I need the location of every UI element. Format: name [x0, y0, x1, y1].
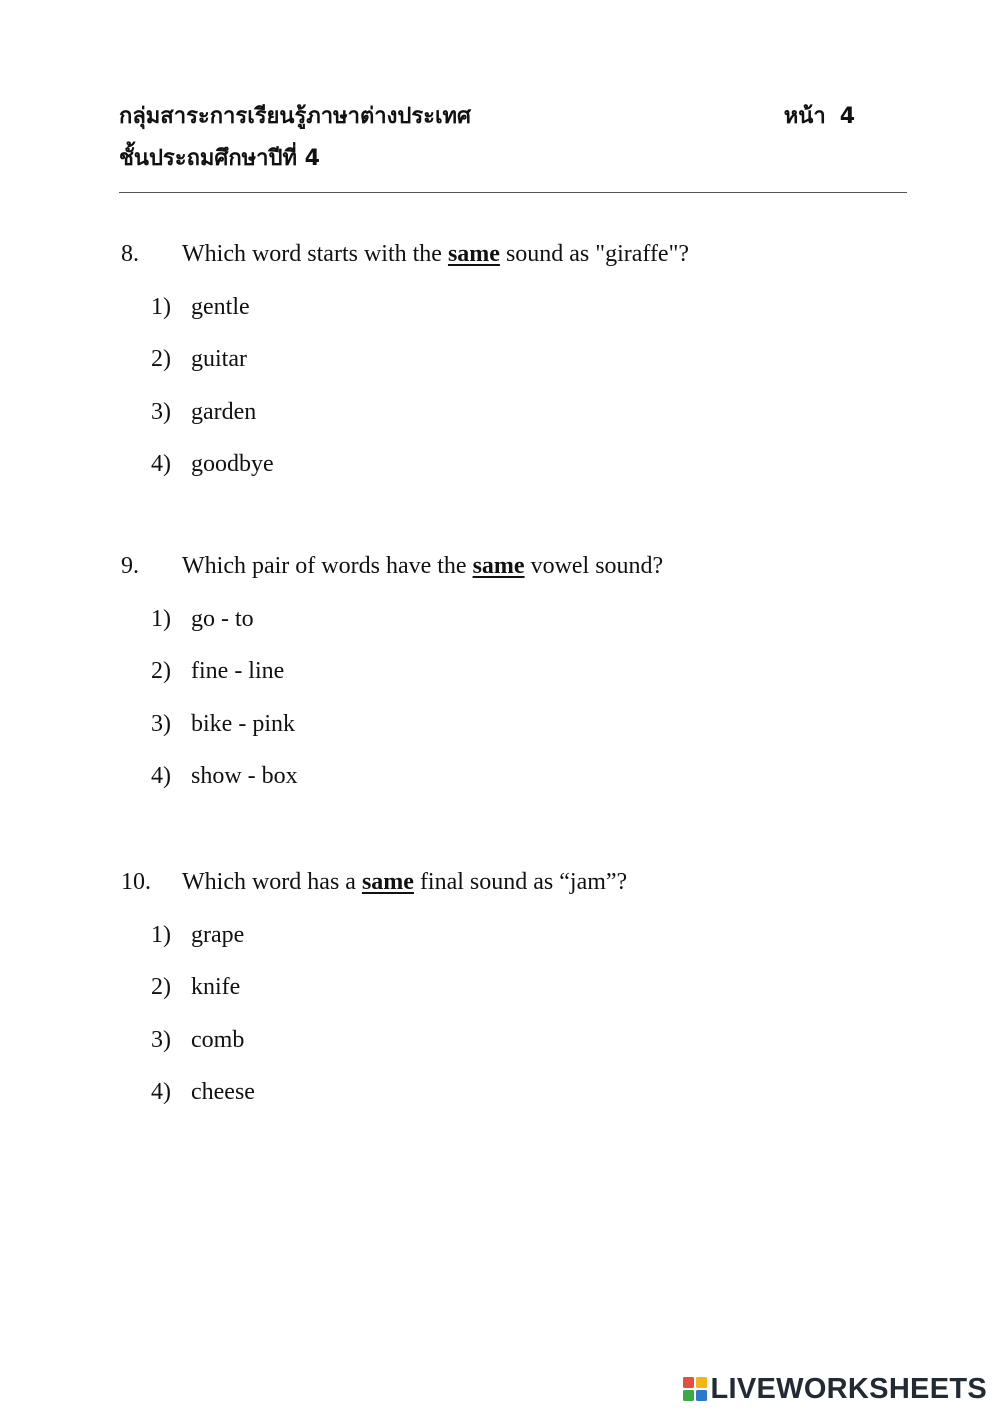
option-number: 4): [151, 451, 171, 477]
option-number: 2): [151, 974, 171, 1000]
page-number: 4: [839, 104, 855, 129]
question-emphasis: same: [361, 869, 414, 895]
question-text-before: Which pair of words have the: [182, 553, 467, 579]
option-text: guitar: [191, 346, 247, 372]
option-number: 3): [151, 398, 171, 425]
question-emphasis: same: [447, 241, 500, 267]
page-header: [119, 96, 907, 180]
option-text: knife: [191, 974, 241, 1000]
option-text: garden: [191, 398, 257, 425]
brand-name: LIVEWORKSHEETS: [710, 1372, 987, 1405]
question-text: [182, 550, 663, 582]
header-line-subject: [119, 96, 907, 138]
option-number: 1): [151, 921, 171, 948]
question-text-before: Which word has a: [182, 869, 356, 895]
option-text: bike - pink: [191, 710, 295, 737]
liveworksheets-brand[interactable]: [683, 1372, 988, 1406]
question-number: 8.: [121, 241, 139, 267]
option-text: gentle: [191, 293, 250, 320]
option-text: cheese: [191, 1079, 255, 1105]
option-text: goodbye: [191, 451, 274, 477]
header-line-grade: [119, 138, 907, 180]
grade-title: ชั้นประถมศึกษาปีที่ 4: [119, 146, 320, 171]
option-text: show - box: [191, 763, 298, 789]
subject-title: กลุ่มสาระการเรียนรู้ภาษาต่างประเทศ: [119, 104, 471, 129]
question-text: [182, 866, 627, 898]
question-text-after: vowel sound?: [530, 553, 664, 579]
question-text: [182, 238, 689, 270]
option-number: 4): [151, 1079, 171, 1105]
question-number: 10.: [121, 869, 151, 895]
option-text: comb: [191, 1026, 245, 1053]
option-number: 3): [151, 1026, 171, 1053]
question-emphasis: same: [472, 553, 525, 579]
option-number: 2): [151, 346, 171, 372]
option-text: grape: [191, 921, 245, 948]
question-text-after: final sound as “jam”?: [419, 869, 628, 895]
option-number: 3): [151, 710, 171, 737]
question-number: 9.: [121, 553, 139, 579]
option-number: 4): [151, 763, 171, 789]
header-divider: [119, 192, 907, 193]
option-number: 1): [151, 605, 171, 632]
page-label: หน้า: [783, 104, 826, 129]
option-text: fine - line: [191, 658, 285, 684]
question-text-after: sound as "giraffe"?: [505, 241, 690, 267]
option-number: 2): [151, 658, 171, 684]
question-text-before: Which word starts with the: [182, 241, 442, 267]
option-text: go - to: [191, 605, 254, 632]
option-number: 1): [151, 293, 171, 320]
page-indicator: [784, 96, 855, 138]
liveworksheets-logo-icon: [683, 1377, 707, 1401]
